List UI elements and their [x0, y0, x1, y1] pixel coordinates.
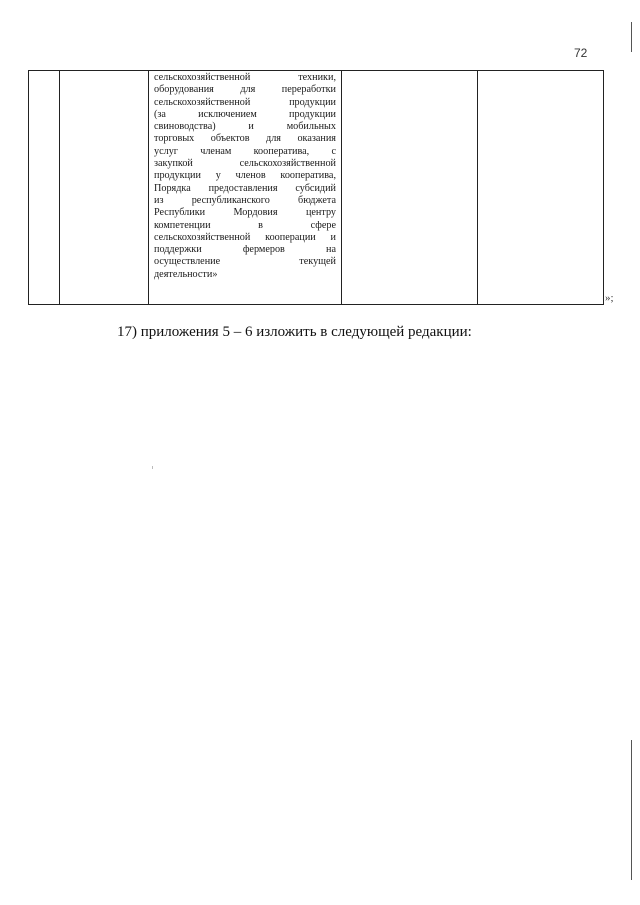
text-line: поддержки фермеров на: [154, 244, 336, 256]
table-cell-text: [149, 71, 342, 305]
text-line: оборудования для переработки: [154, 84, 336, 96]
table-cell-empty: [29, 71, 60, 305]
instruction-paragraph: 17) приложения 5 – 6 изложить в следующей редакции:: [117, 324, 472, 340]
text-line: сельскохозяйственной продукции: [154, 96, 336, 108]
scan-edge-mark: [631, 740, 632, 880]
text-line: Республики Мордовия центру: [154, 207, 336, 219]
text-line: свиноводства) и мобильных: [154, 121, 336, 133]
table-cell-empty: [342, 71, 478, 305]
text-line: сельскохозяйственной техники,: [154, 72, 336, 83]
scan-speck: [152, 466, 153, 469]
text-line: сельскохозяйственной кооперации и: [154, 231, 336, 243]
table-row: [29, 71, 604, 305]
continuation-table: [28, 70, 604, 305]
text-line: деятельности»: [154, 268, 218, 280]
page-number: 72: [574, 46, 588, 60]
text-line: услуг членам кооператива, с: [154, 145, 336, 157]
text-line: из республиканского бюджета: [154, 194, 336, 206]
text-line: Порядка предоставления субсидий: [154, 182, 336, 194]
text-line: продукции у членов кооператива,: [154, 170, 336, 182]
text-line: компетенции в сфере: [154, 219, 336, 231]
table-cell-empty: [60, 71, 149, 305]
cell-paragraph: [149, 71, 341, 304]
scan-edge-mark: [631, 22, 632, 52]
closing-quote-mark: »;: [605, 292, 614, 304]
text-line: закупкой сельскохозяйственной: [154, 158, 336, 170]
table-cell-empty: [478, 71, 604, 305]
text-line: осуществление текущей: [154, 256, 336, 268]
text-line: торговых объектов для оказания: [154, 133, 336, 145]
text-line: (за исключением продукции: [154, 108, 336, 120]
